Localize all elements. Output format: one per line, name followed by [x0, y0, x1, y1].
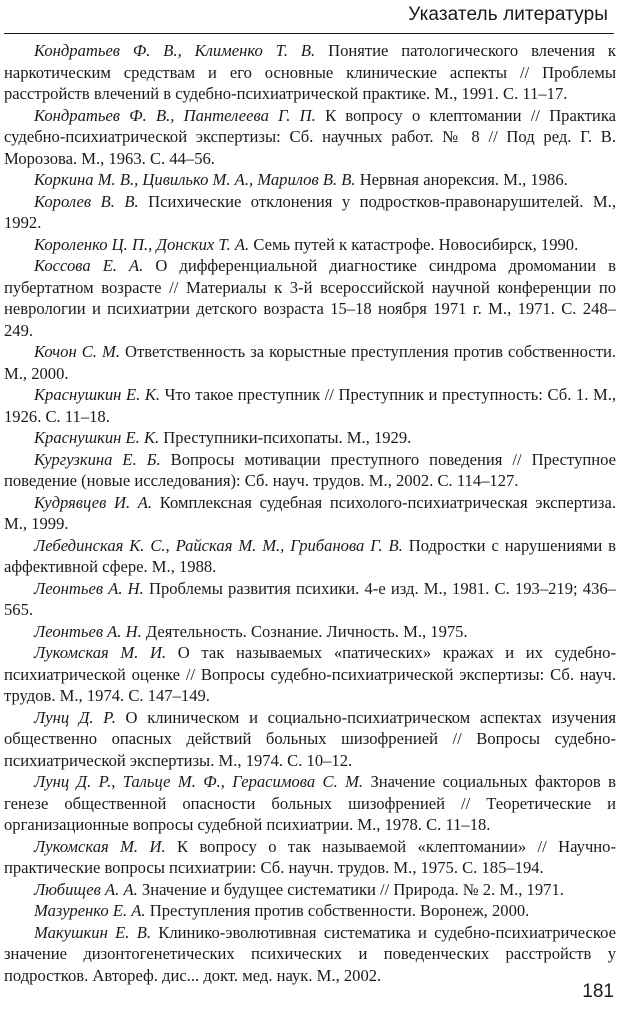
reference-entry [4, 449, 616, 492]
reference-text: Преступления против собственности. Воронеж, 2000. [145, 901, 530, 920]
reference-text: К вопросу о клептомании // Практика судебно-психиатрической экспертизы: Сб. научных работ. № 8 // Под ред. Г. В. Морозова. М., 1963. С. 44–56. [4, 105, 616, 168]
reference-entry [4, 234, 616, 256]
reference-entry [4, 169, 616, 191]
reference-entry [4, 578, 616, 621]
reference-author: Мазуренко Е. А. [34, 901, 146, 920]
reference-entry [4, 40, 616, 105]
reference-entry [4, 427, 616, 449]
reference-author: Королев В. В. [34, 191, 139, 211]
running-head: Указатель литературы [408, 4, 608, 25]
reference-author: Кочон С. М. [34, 342, 120, 361]
reference-entry [4, 255, 616, 341]
reference-text: Что такое преступник // Преступник и преступность: Сб. 1. М., 1926. С. 11–18. [4, 385, 616, 426]
reference-text: Клинико-эволютивная систематика и судебно-психиатрическое значение дизонтогенетических психических и поведенческих расстройств у подростков. Автореф. дис... докт. мед. наук. М., 2002. [4, 922, 616, 985]
reference-author: Кургузкина Е. Б. [34, 449, 161, 469]
reference-author: Кудрявцев И. А. [34, 492, 153, 512]
reference-text: Преступники-психопаты. М., 1929. [159, 428, 412, 447]
reference-text: О клиническом и социально-психиатрическом аспектах изучения общественно опасных действий больных шизофренией // Вопросы судебно-психиатрической экспертизы. М., 1974. С. 10–12. [4, 707, 616, 770]
reference-entry [4, 879, 616, 901]
reference-entry [4, 621, 616, 643]
reference-author: Краснушкин Е. К. [34, 385, 161, 404]
reference-text: О так называемых «патических» кражах и их судебно-психиатрической оценке // Вопросы судебно-психиатрической экспертизы: Сб. науч. трудов. М., 1974. С. 147–149. [4, 643, 616, 705]
reference-entry [4, 771, 616, 836]
reference-text: Проблемы развития психики. 4-е изд. М., 1981. С. 193–219; 436–565. [4, 578, 616, 619]
reference-text: Семь путей к катастрофе. Новосибирск, 1990. [249, 234, 579, 254]
reference-entry [4, 191, 616, 234]
reference-entry [4, 922, 616, 987]
reference-entry [4, 900, 616, 922]
reference-author: Макушкин Е. В. [34, 922, 151, 942]
reference-author: Лукомская М. И. [34, 836, 166, 856]
reference-text: Понятие патологического влечения к наркотическим средствам и его основные клинические аспекты // Проблемы расстройств влечений в судебно-психиатрической практике. М., 1991. С. 11–17. [4, 41, 616, 103]
reference-text: К вопросу о так называемой «клептомании» // Научно-практические вопросы психиатрии: Сб. научн. трудов. М., 1975. С. 185–194. [4, 836, 616, 877]
reference-text: О дифференциальной диагностике синдрома дромомании в пубертатном возрасте // Материалы к 3-й всероссийской научной конференции по неврологии и психиатрии детского возраста 15–18 ноября 1971 г. М., 1971. С. 248–249. [4, 256, 616, 340]
reference-text: Комплексная судебная психолого-психиатрическая экспертиза. М., 1999. [4, 492, 616, 533]
header-rule [4, 33, 614, 34]
page-number: 181 [582, 981, 614, 1002]
reference-entry [4, 341, 616, 384]
reference-author: Кондратьев Ф. В., Пантелеева Г. П. [34, 105, 316, 125]
reference-text: Психические отклонения у подростков-правонарушителей. М., 1992. [4, 191, 616, 232]
reference-entry [4, 836, 616, 879]
reference-author: Кондратьев Ф. В., Клименко Т. В. [34, 41, 316, 60]
reference-text: Подростки с нарушениями в аффективной сфере. М., 1988. [4, 535, 616, 576]
reference-author: Лунц Д. Р. [34, 707, 116, 727]
reference-entry [4, 105, 616, 170]
reference-text: Вопросы мотивации преступного поведения // Преступное поведение (новые исследования): Сб. науч. трудов. М., 2002. С. 114–127. [4, 449, 617, 490]
reference-author: Короленко Ц. П., Донских Т. А. [34, 234, 250, 254]
reference-entry [4, 642, 616, 707]
reference-text: Значение и будущее систематики // Природа. № 2. М., 1971. [137, 879, 564, 899]
reference-text: Деятельность. Сознание. Личность. М., 1975. [141, 621, 468, 641]
reference-author: Лебединская К. С., Райская М. М., Грибанова Г. В. [34, 535, 403, 555]
reference-author: Леонтьев А. Н. [34, 621, 142, 641]
reference-text: Нервная анорексия. М., 1986. [355, 170, 568, 189]
reference-entry [4, 492, 616, 535]
reference-author: Лукомская М. И. [34, 643, 167, 662]
reference-author: Краснушкин Е. К. [34, 428, 160, 447]
reference-author: Коссова Е. А. [34, 256, 144, 275]
reference-entry [4, 707, 616, 772]
reference-author: Коркина М. В., Цивилько М. А., Марилов В. В. [34, 170, 356, 189]
reference-text: Значение социальных факторов в генезе общественной опасности больных шизофренией // Теоретические и организационные вопросы судебной психиатрии. М., 1978. С. 11–18. [4, 772, 616, 834]
reference-entry [4, 535, 616, 578]
reference-author: Лунц Д. Р., Тальце М. Ф., Герасимова С. М. [34, 772, 364, 791]
reference-entry [4, 384, 616, 427]
reference-author: Любищев А. А. [34, 879, 138, 899]
reference-author: Леонтьев А. Н. [34, 578, 144, 598]
reference-list [4, 40, 616, 986]
reference-text: Ответственность за корыстные преступления против собственности. М., 2000. [4, 342, 616, 383]
